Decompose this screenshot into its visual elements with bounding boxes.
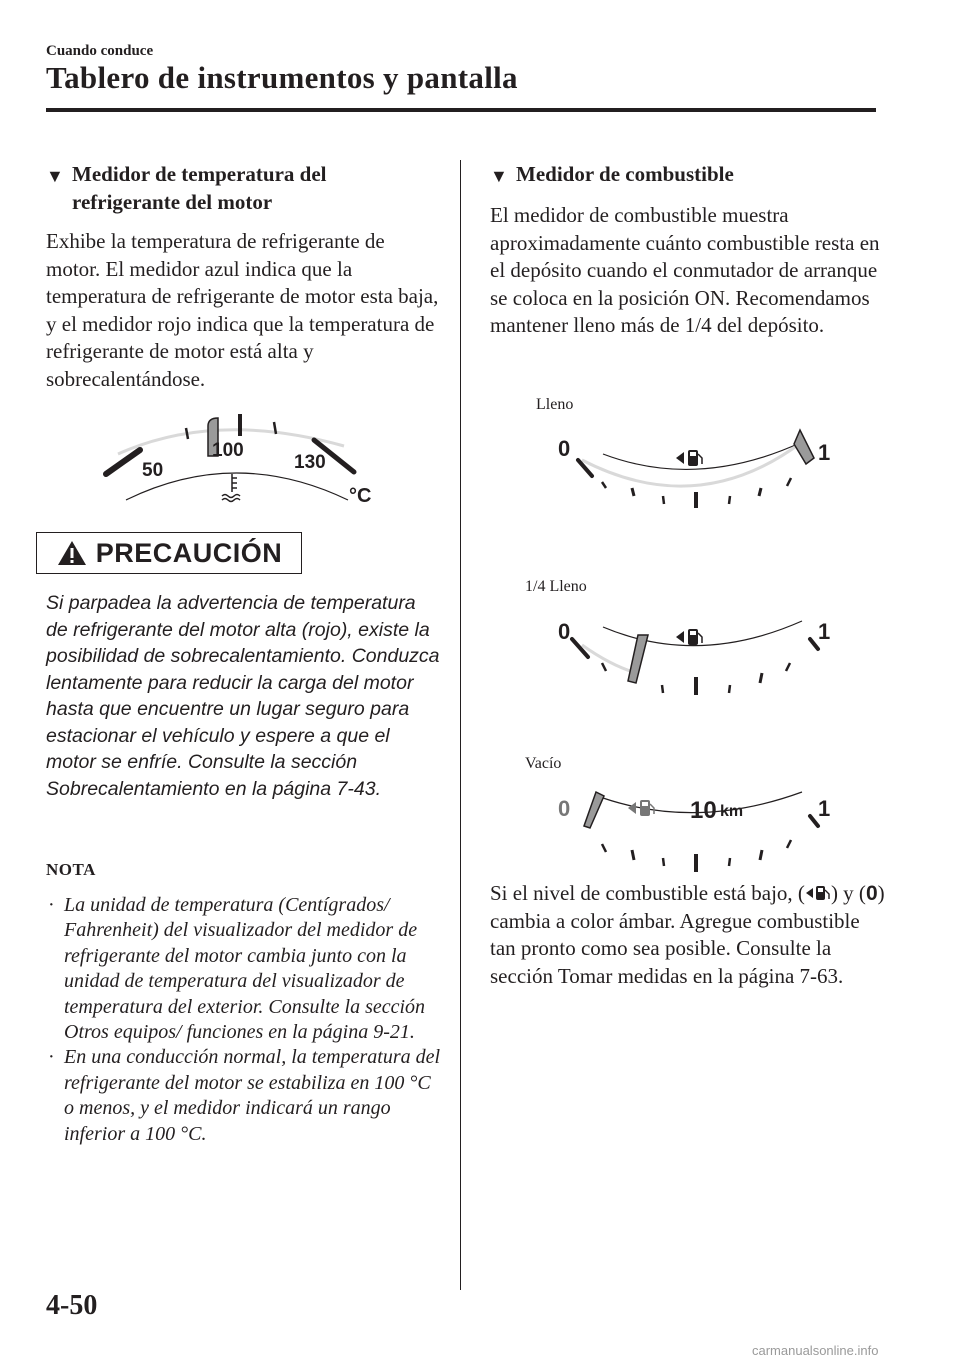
nota-label: NOTA: [46, 860, 96, 879]
fuel-gauge-label-empty: Vacío: [525, 755, 562, 772]
fuel-gauge-full: [548, 420, 848, 520]
fuel-full-mark: 1: [818, 440, 831, 465]
section-triangle-icon: ▼: [490, 166, 508, 186]
watermark: carmanualsonline.info: [752, 1343, 879, 1358]
coolant-gauge: [96, 408, 386, 508]
coolant-unit: °C: [349, 485, 372, 507]
coolant-temperature-icon: [222, 474, 240, 502]
warning-triangle-icon: [56, 539, 88, 567]
fuel-after-text: Si el nivel de combustible está bajo, ( ) y (0) cambia a color ámbar. Agregue combustible tan pronto como sea posible. Consulte la sección Tomar medidas en la página 7-63.: [490, 881, 885, 988]
fuel-gauge-label-full: Lleno: [536, 396, 574, 413]
fuel-full-mark: 1: [818, 619, 831, 644]
fuel-pump-icon: [805, 884, 831, 902]
coolant-heading: [46, 160, 441, 216]
fuel-empty-mark: 0: [558, 796, 571, 821]
fuel-range-value: 10: [690, 797, 717, 824]
column-divider: [460, 160, 461, 1290]
fuel-body: El medidor de combustible muestra aproximadamente cuánto combustible resta en el depósito cuando el conmutador de arranque se coloca en la posición ON. Recomendamos mantener lleno más de 1/4 del depósito.: [490, 203, 880, 337]
coolant-section: [46, 160, 441, 393]
fuel-section: [490, 160, 890, 340]
nota-item-text: La unidad de temperatura (Centígrados/ Fahrenheit) del visualizador del medidor de refrigerante del motor cambia junto con la unidad de temperatura del visualizador de temperatura del exterior. Consulte la sección Otros equipos/ funciones en la página 9-21.: [64, 894, 426, 1044]
coolant-mark-high: 130: [294, 452, 326, 473]
page-number: 4-50: [46, 1290, 98, 1321]
fuel-empty-mark: 0: [558, 436, 571, 461]
coolant-mark-mid: 100: [212, 440, 244, 461]
fuel-full-mark: 1: [818, 796, 831, 821]
caution-label: PRECAUCIÓN: [95, 537, 283, 568]
coolant-tick-50: [106, 450, 140, 474]
fuel-gauge-label-quarter: 1/4 Lleno: [525, 578, 587, 595]
caution-box: [36, 532, 302, 574]
fuel-gauge-empty: [548, 782, 848, 882]
fuel-empty-mark: 0: [558, 619, 571, 644]
coolant-body: Exhibe la temperatura de refrigerante de motor. El medidor azul indica que la temperatura de refrigerante de motor esta baja, y el medidor rojo indica que la temperatura de refrigerante de motor está alta y sobrecalentándose.: [46, 229, 439, 391]
coolant-heading-line2: refrigerante del motor: [72, 190, 273, 214]
caution-text: Si parpadea la advertencia de temperatura de refrigerante del motor alta (rojo), existe la posibilidad de sobrecalentamiento. Conduzca lentamente para reducir la carga del motor hasta que encuentre un lugar seguro para estacionar el vehículo y espere a que el motor se enfríe. Consulte la sección Sobrecalentamiento en la página 7-43.: [46, 592, 440, 800]
nota-list: [48, 893, 443, 1147]
fuel-heading: ▼ Medidor de combustible: [490, 160, 890, 190]
list-item: · La unidad de temperatura (Centígrados/ Fahrenheit) del visualizador del medidor de refrigerante del motor cambia junto con la unidad de temperatura del visualizador de temperatura del exterior. Consulte la sección Otros equipos/ funciones en la página 9-21.: [48, 893, 443, 1045]
section-triangle-icon: ▼: [46, 166, 64, 186]
fuel-pump-icon: [676, 629, 702, 645]
fuel-needle: [584, 792, 604, 828]
fuel-pump-icon: [676, 450, 702, 466]
section-label: Cuando conduce: [46, 43, 154, 59]
fuel-pump-icon: [628, 800, 654, 816]
header-rule: [46, 108, 876, 112]
fuel-range-unit: km: [720, 803, 744, 820]
fuel-gauge-quarter: [548, 605, 848, 705]
nota-item-text: En una conducción normal, la temperatura del refrigerante del motor se estabiliza en 100 °C o menos, y el medidor indicará un rango inferior a 100 °C.: [64, 1046, 441, 1145]
coolant-mark-low: 50: [142, 460, 164, 481]
fuel-needle: [794, 430, 814, 464]
fuel-zero-mark: 0: [865, 882, 878, 905]
list-item: · En una conducción normal, la temperatura del refrigerante del motor se estabiliza en 100 °C o menos, y el medidor indicará un rango inferior a 100 °C.: [48, 1045, 443, 1147]
fuel-needle: [628, 635, 648, 683]
coolant-heading-line1: Medidor de temperatura del: [72, 162, 327, 186]
page-title: Tablero de instrumentos y pantalla: [46, 60, 518, 95]
